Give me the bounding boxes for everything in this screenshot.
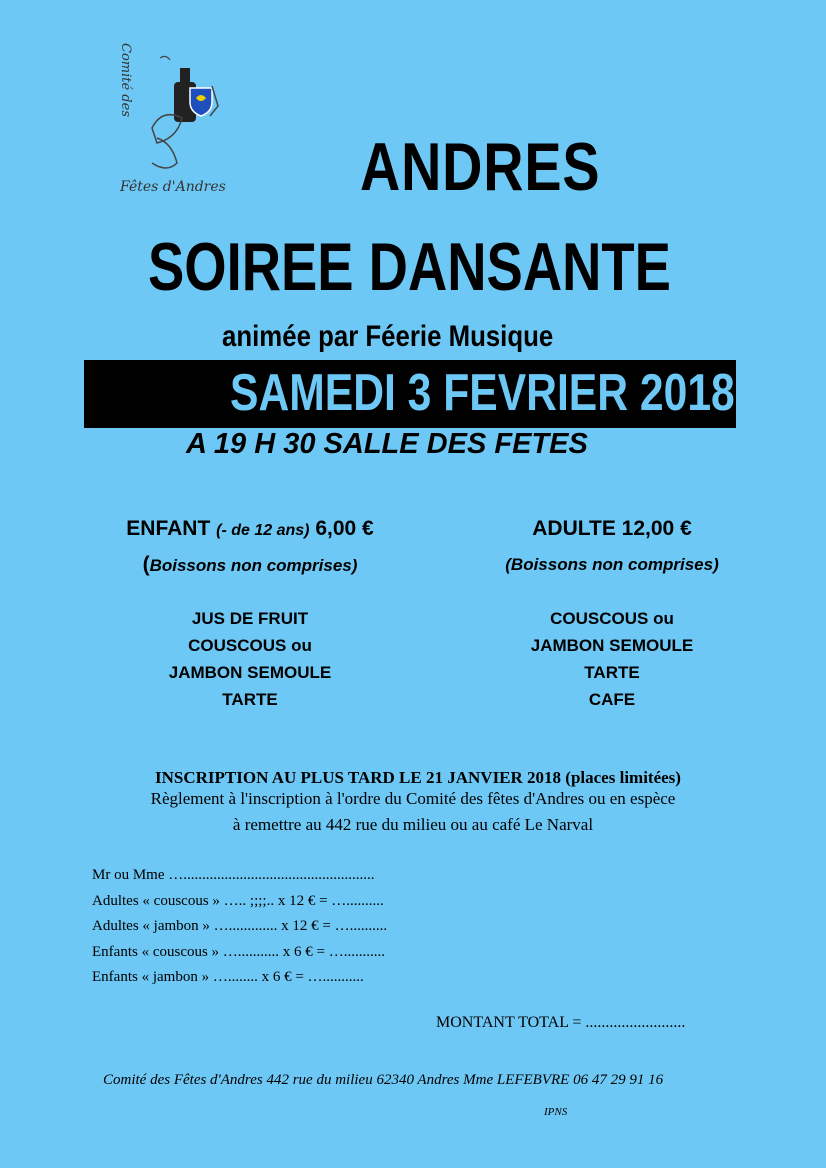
adult-menu-item: CAFE xyxy=(588,690,636,709)
adult-drinks-note: (Boissons non comprises) xyxy=(505,555,719,574)
form-adult-jambon-line[interactable]: Adultes « jambon » …............. x 12 € = ….......... xyxy=(92,918,388,934)
total-amount-line[interactable]: MONTANT TOTAL = ......................... xyxy=(436,1014,686,1031)
logo-vertical-text: Comité des xyxy=(118,43,133,117)
child-age: (- de 12 ans) xyxy=(216,522,310,539)
form-child-couscous-line[interactable]: Enfants « couscous » …........... x 6 € = …........... xyxy=(92,943,386,960)
child-menu-item: JAMBON SEMOULE xyxy=(168,663,332,682)
child-price-column xyxy=(60,513,440,713)
child-drinks-note xyxy=(60,545,440,585)
child-drinks-paren: ( xyxy=(142,553,150,576)
vine-icon xyxy=(152,138,177,168)
title-city: ANDRES xyxy=(360,129,601,205)
footer-contact: Comité des Fêtes d'Andres 442 rue du milieu 62340 Andres Mme LEFEBVRE 06 47 29 91 16 xyxy=(103,1072,664,1088)
leaf-icon xyxy=(160,56,170,60)
title-event: SOIREE DANSANTE xyxy=(148,229,671,305)
bottle-neck-icon xyxy=(180,68,190,84)
child-menu-item: TARTE xyxy=(222,690,278,709)
event-date: SAMEDI 3 FEVRIER 2018 xyxy=(230,364,735,422)
child-menu xyxy=(60,605,440,713)
child-label: ENFANT xyxy=(126,517,211,540)
form-adult-couscous-line[interactable]: Adultes « couscous » ….. ;;;;.. x 12 € = ….......... xyxy=(92,892,384,909)
adult-menu-item: JAMBON SEMOULE xyxy=(530,636,694,655)
logo-bottom-text: Fêtes d'Andres xyxy=(120,179,226,195)
adult-price-column xyxy=(432,513,792,713)
adult-menu xyxy=(432,605,792,713)
committee-logo xyxy=(112,38,252,198)
inscription-deadline: INSCRIPTION AU PLUS TARD LE 21 JANVIER 2018 (places limitées) xyxy=(155,768,681,787)
child-menu-item: COUSCOUS ou xyxy=(188,636,312,655)
form-child-jambon-line[interactable]: Enfants « jambon » …........ x 6 € = …........... xyxy=(92,969,364,985)
adult-price: ADULTE 12,00 € xyxy=(532,517,692,540)
inscription-block xyxy=(0,768,826,835)
child-amount: 6,00 € xyxy=(315,517,374,540)
delivery-address: à remettre au 442 rue du milieu ou au café Le Narval xyxy=(232,815,594,834)
child-drinks-text: Boissons non comprises) xyxy=(149,556,358,575)
ipns-mark: IPNS xyxy=(544,1106,568,1118)
adult-menu-item: COUSCOUS ou xyxy=(550,609,674,628)
time-and-venue: A 19 H 30 SALLE DES FETES xyxy=(186,428,588,460)
subtitle-band: animée par Féerie Musique xyxy=(222,320,554,353)
adult-menu-item: TARTE xyxy=(584,663,640,682)
shield-icon xyxy=(190,88,212,116)
registration-form xyxy=(92,863,387,991)
child-price xyxy=(60,513,440,545)
logo-graphic xyxy=(112,38,252,198)
payment-instructions: Règlement à l'inscription à l'ordre du Comité des fêtes d'Andres ou en espèce xyxy=(150,789,676,808)
form-name-line[interactable]: Mr ou Mme …................................................... xyxy=(92,867,375,883)
child-menu-item: JUS DE FRUIT xyxy=(191,609,309,628)
